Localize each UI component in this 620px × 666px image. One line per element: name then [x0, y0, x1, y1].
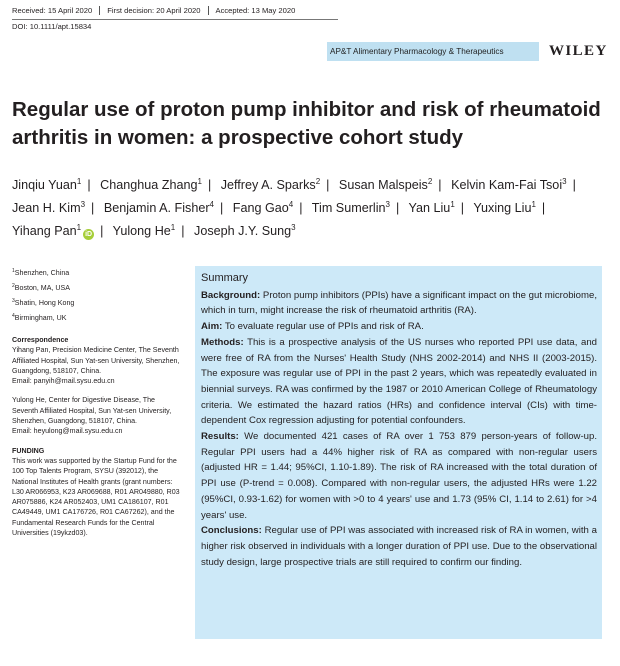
- first-decision-date: First decision: 20 April 2020: [107, 6, 201, 15]
- author[interactable]: Yuxing Liu$^1$: [473, 200, 536, 215]
- author[interactable]: Tim Sumerlin$^3$: [311, 200, 390, 215]
- author-separator: |: [299, 201, 303, 215]
- author[interactable]: Kelvin Kam-Fai Tsoi$^3$: [451, 177, 567, 192]
- author-separator: |: [326, 178, 330, 192]
- author[interactable]: Susan Malspeis$^2$: [338, 177, 433, 192]
- correspondence-address: Yulong He, Center for Digestive Disease, The Seventh Affiliated Hospital, Sun Yat-sen University, Shenzhen, Guangdong, 518107, China.: [12, 396, 172, 426]
- author[interactable]: Yulong He$^1$: [112, 223, 176, 238]
- received-date: Received: 15 April 2020: [12, 6, 93, 15]
- history-rule: [12, 19, 338, 20]
- publisher-logo: WILEY: [549, 43, 608, 59]
- conclusions-section: Conclusions: Regular use of PPI was associated with increased risk of RA in women, with a higher risk observed in individuals with a longer duration of PPI use. Due to the observational study design, large prospective trials are still required to confirm our finding.: [201, 525, 597, 568]
- orcid-icon[interactable]: iD: [85, 231, 93, 238]
- article-sidebar: [12, 266, 182, 538]
- author-separator: |: [91, 201, 95, 215]
- author[interactable]: Yihang Pan$^1$iD: [12, 223, 93, 238]
- section-label: Results:: [201, 431, 239, 443]
- methods-section: Methods: This is a prospective analysis of the US nurses who reported PPI use data, and were free of RA from the Nurses' Health Study (NHS 2002-2014) and NHS II (2003-2015). The exposure was regular use of PPI in the past 2 years, which was repeatedly evaluated in biennial surveys. RA was confirmed by the 1987 or 2010 American College of Rheumatology criteria. We estimated the hazard ratios (HRs) and confidence interval (CIs) with time-dependent Cox regression adjusting for potential confounders.: [201, 336, 597, 427]
- author[interactable]: Jean H. Kim$^3$: [12, 200, 86, 215]
- section-label: Methods:: [201, 336, 244, 348]
- correspondence-heading: Correspondence: [12, 336, 69, 344]
- affiliation: $^2$Boston, MA, USA: [12, 283, 70, 292]
- author[interactable]: Joseph J.Y. Sung$^3$: [194, 223, 296, 238]
- correspondence-address: Yihang Pan, Precision Medicine Center, The Seventh Affiliated Hospital, Sun Yat-sen University, Shenzhen, Guangdong, 518107, China.: [12, 346, 180, 375]
- author-separator: |: [572, 178, 576, 192]
- author-separator: |: [87, 178, 91, 192]
- affiliation: $^4$Birmingham, UK: [12, 313, 67, 322]
- author-separator: |: [541, 201, 546, 215]
- author[interactable]: Jinqiu Yuan$^1$: [12, 177, 82, 192]
- affiliation: $^1$Shenzhen, China: [12, 268, 70, 277]
- aim-section: Aim: To evaluate regular use of PPIs and risk of RA.: [201, 321, 424, 333]
- divider: [208, 6, 209, 15]
- author[interactable]: Benjamin A. Fisher$^4$: [103, 200, 214, 215]
- funding-heading: FUNDING: [12, 446, 45, 455]
- author-separator: |: [219, 201, 224, 215]
- author-separator: |: [395, 201, 400, 215]
- section-label: Aim:: [201, 321, 223, 333]
- journal-banner: AP&T Alimentary Pharmacology & Therapeutics: [327, 42, 539, 61]
- author-separator: |: [438, 178, 442, 192]
- correspondence-email[interactable]: Email: panyih@mail.sysu.edu.cn: [12, 377, 115, 386]
- article-history: [12, 6, 295, 15]
- divider: [99, 6, 100, 15]
- author[interactable]: Yan Liu$^1$: [408, 200, 455, 215]
- summary-heading: Summary: [201, 272, 249, 284]
- section-label: Background:: [201, 289, 261, 301]
- accepted-date: Accepted: 13 May 2020: [215, 6, 296, 15]
- author-separator: |: [100, 224, 104, 238]
- affiliation: $^3$Shatin, Hong Kong: [12, 298, 75, 307]
- summary-box: [195, 266, 602, 639]
- background-section: Background: Proton pump inhibitors (PPIs) have a significant impact on the gut microbiome, which in turn, might increase the risk of rheumatoid arthritis (RA).: [201, 289, 597, 317]
- results-section: Results: We documented 421 cases of RA over 1 753 879 person-years of follow-up. Regular PPI users had a 44% higher risk of RA as compared with non-regular users (adjusted HR = 1.44; 95%CI, 1.10-1.89). The risk of RA increased with the total duration of PPI use (P-trend = 0.008). Compared with non-regular users, the adjusted HRs were 1.22 (95%CI, 0.93-1.62) for women with >0 to 4 years' use and 1.73 (95% CI, 1.14 to 2.61) for >4 years' use.: [201, 431, 597, 521]
- author[interactable]: Fang Gao$^4$: [232, 200, 294, 215]
- correspondence-email[interactable]: Email: heyulong@mail.sysu.edu.cn: [12, 427, 123, 436]
- funding-text: This work was supported by the Startup Fund for the 100 Top Talents Program, SYSU (392012), the National Institutes of Health grants (grant numbers: L30 AR066953, K23 AR069688, R01 AR049880, R03 AR075886, K24 AR052403, UM1 CA186107, R01 CA49449, UM1 CA176726, R01 CA67262), and the Fundamental Research Funds for the Central Universities (19ykzd03).: [12, 456, 180, 538]
- author-separator: |: [207, 178, 212, 192]
- author[interactable]: Changhua Zhang$^1$: [100, 177, 202, 192]
- article-title: Regular use of proton pump inhibitor and risk of rheumatoid arthritis in women: a prospective cohort study: [12, 98, 601, 149]
- author[interactable]: Jeffrey A. Sparks$^2$: [220, 177, 321, 192]
- author-list: [12, 174, 618, 243]
- author-separator: |: [460, 201, 465, 215]
- section-label: Conclusions:: [201, 525, 262, 537]
- author-separator: |: [181, 224, 185, 238]
- doi-link[interactable]: DOI: 10.1111/apt.15834: [12, 22, 92, 31]
